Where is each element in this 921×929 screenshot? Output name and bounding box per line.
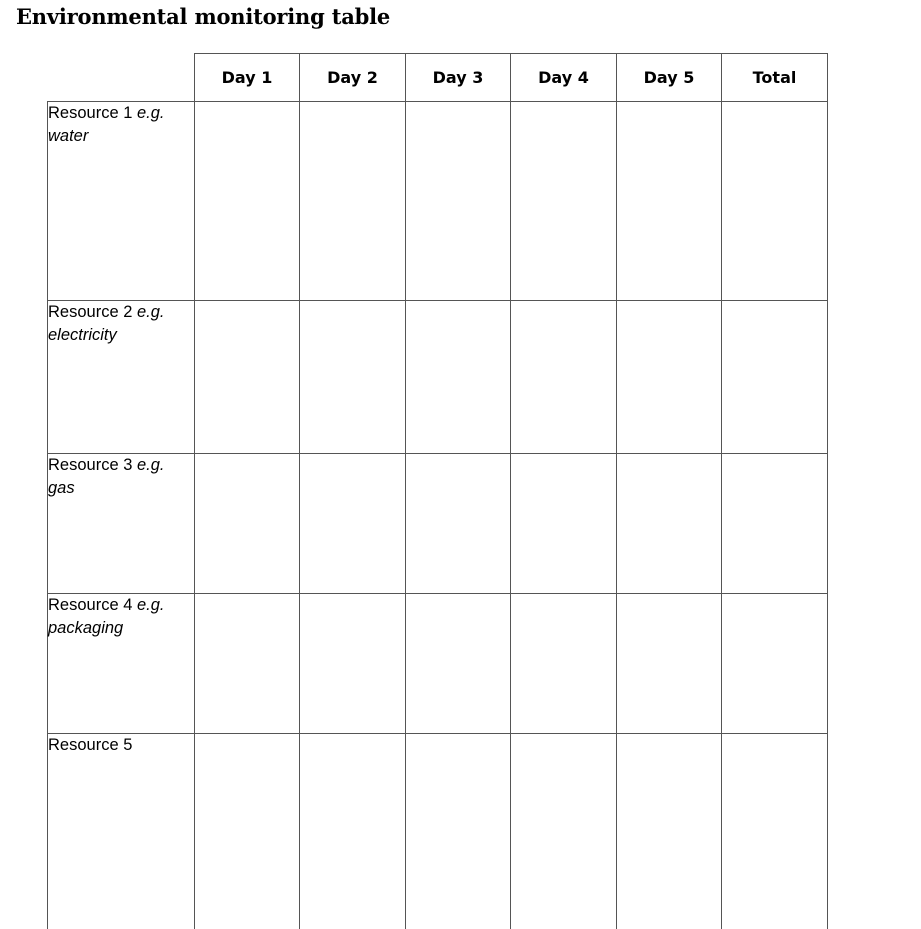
data-cell[interactable]: [511, 594, 617, 734]
resource-label: Resource 1: [48, 104, 133, 122]
column-header-total: Total: [722, 54, 828, 102]
resource-example: electricity: [48, 326, 117, 344]
resource-example: gas: [48, 479, 75, 497]
data-cell[interactable]: [617, 301, 722, 454]
row-header-resource-4: [48, 594, 195, 734]
data-cell[interactable]: [406, 301, 511, 454]
data-cell[interactable]: [195, 594, 300, 734]
total-cell[interactable]: [722, 301, 828, 454]
data-cell[interactable]: [195, 102, 300, 301]
data-cell[interactable]: [406, 454, 511, 594]
data-cell[interactable]: [511, 301, 617, 454]
data-cell[interactable]: [511, 102, 617, 301]
resource-example: packaging: [48, 619, 124, 637]
data-cell[interactable]: [195, 454, 300, 594]
column-header-day-1: Day 1: [195, 54, 300, 102]
data-cell[interactable]: [195, 301, 300, 454]
total-cell[interactable]: [722, 594, 828, 734]
page-title: Environmental monitoring table: [16, 4, 391, 29]
total-cell[interactable]: [722, 454, 828, 594]
row-header-resource-3: [48, 454, 195, 594]
column-header-day-5: Day 5: [617, 54, 722, 102]
corner-cell: [48, 54, 195, 102]
data-cell[interactable]: [300, 594, 406, 734]
eg-marker: e.g.: [136, 456, 165, 474]
resource-label: Resource 2: [48, 303, 133, 321]
table-row: [48, 102, 828, 301]
environmental-monitoring-table: [47, 53, 828, 929]
resource-label: Resource 4: [48, 596, 133, 614]
header-row: [48, 54, 828, 102]
total-cell[interactable]: [722, 102, 828, 301]
data-cell[interactable]: [617, 734, 722, 929]
data-cell[interactable]: [195, 734, 300, 929]
resource-label: Resource 3: [48, 456, 133, 474]
data-cell[interactable]: [406, 594, 511, 734]
data-cell[interactable]: [300, 734, 406, 929]
eg-marker: e.g.: [136, 596, 165, 614]
row-header-resource-2: [48, 301, 195, 454]
table-row: [48, 734, 828, 929]
table-row: [48, 454, 828, 594]
table-row: [48, 594, 828, 734]
data-cell[interactable]: [617, 454, 722, 594]
data-cell[interactable]: [406, 102, 511, 301]
row-header-resource-5: [48, 734, 195, 929]
eg-marker: e.g.: [136, 104, 165, 122]
table-row: [48, 301, 828, 454]
data-cell[interactable]: [300, 301, 406, 454]
row-header-resource-1: [48, 102, 195, 301]
total-cell[interactable]: [722, 734, 828, 929]
eg-marker: e.g.: [136, 303, 165, 321]
data-cell[interactable]: [300, 454, 406, 594]
column-header-day-2: Day 2: [300, 54, 406, 102]
resource-example: water: [48, 127, 89, 145]
data-cell[interactable]: [406, 734, 511, 929]
column-header-day-4: Day 4: [511, 54, 617, 102]
column-header-day-3: Day 3: [406, 54, 511, 102]
data-cell[interactable]: [511, 454, 617, 594]
data-cell[interactable]: [511, 734, 617, 929]
data-cell[interactable]: [617, 594, 722, 734]
data-cell[interactable]: [617, 102, 722, 301]
data-cell[interactable]: [300, 102, 406, 301]
resource-label: Resource 5: [48, 736, 133, 754]
